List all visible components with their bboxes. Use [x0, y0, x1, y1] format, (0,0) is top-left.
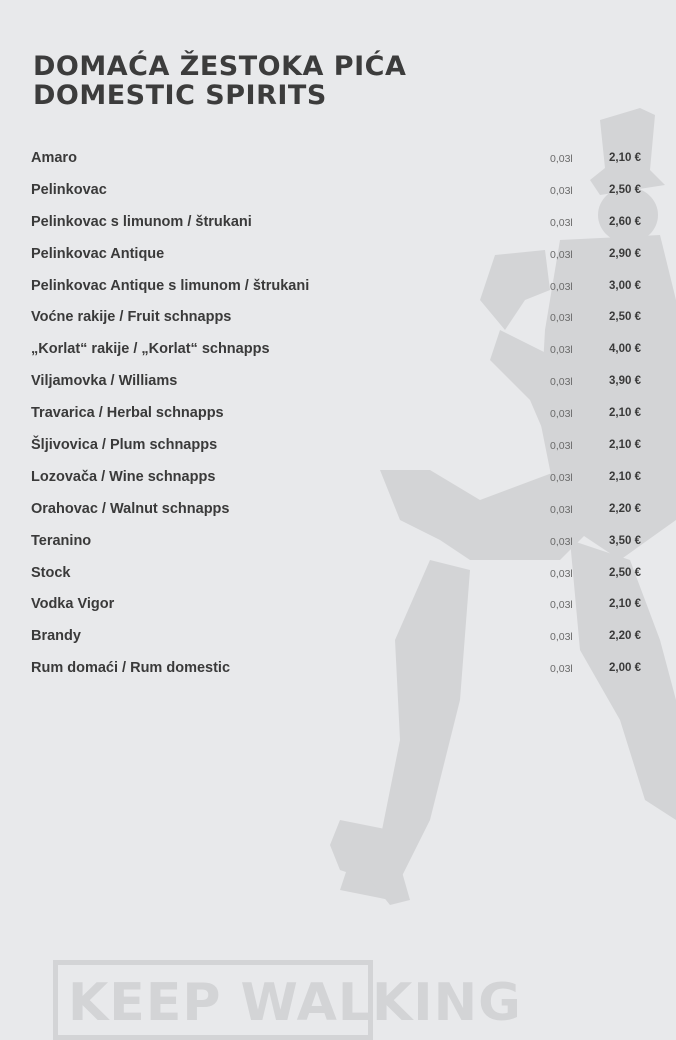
drink-name: Voćne rakije / Fruit schnapps	[31, 309, 232, 326]
drink-price: 2,20 €	[609, 630, 641, 643]
drink-volume: 0,03l	[550, 248, 573, 261]
drink-price: 2,50 €	[609, 311, 641, 324]
list-item	[31, 270, 646, 302]
drink-name: Orahovac / Walnut schnapps	[31, 500, 230, 517]
drink-price: 2,10 €	[609, 407, 641, 420]
drink-volume: 0,03l	[550, 535, 573, 548]
list-item	[31, 174, 646, 206]
drink-volume: 0,03l	[550, 471, 573, 484]
drink-price: 2,00 €	[609, 662, 641, 675]
drink-price: 2,20 €	[609, 502, 641, 515]
keep-walking-text: KEEP WALKING	[68, 973, 522, 1033]
list-item	[31, 301, 646, 333]
drink-price: 2,60 €	[609, 215, 641, 228]
list-item	[31, 652, 646, 684]
drink-volume: 0,03l	[550, 567, 573, 580]
drink-name: „Korlat“ rakije / „Korlat“ schnapps	[31, 341, 270, 358]
list-item	[31, 333, 646, 365]
drink-name: Rum domaći / Rum domestic	[31, 660, 231, 677]
list-item	[31, 206, 646, 238]
drink-price: 2,50 €	[609, 183, 641, 196]
drink-price: 2,90 €	[609, 247, 641, 260]
drink-name: Stock	[31, 564, 71, 581]
drink-volume: 0,03l	[550, 344, 573, 357]
list-item	[31, 397, 646, 429]
drink-volume: 0,03l	[550, 503, 573, 516]
drink-volume: 0,03l	[550, 184, 573, 197]
drink-price: 4,00 €	[609, 343, 641, 356]
page-title	[33, 52, 406, 110]
drink-volume: 0,03l	[550, 631, 573, 644]
drink-volume: 0,03l	[550, 153, 573, 165]
list-item	[31, 365, 646, 397]
drink-name: Pelinkovac Antique s limunom / štrukani	[31, 277, 310, 294]
drink-price: 3,50 €	[609, 534, 641, 547]
title-line-english: DOMESTIC SPIRITS	[33, 80, 327, 111]
list-item	[31, 620, 646, 652]
drink-price: 2,50 €	[609, 566, 641, 579]
drink-price: 3,90 €	[609, 375, 641, 388]
drink-volume: 0,03l	[550, 440, 573, 453]
drink-name: Brandy	[31, 628, 81, 645]
keep-walking-badge	[53, 960, 522, 1040]
drink-price: 2,10 €	[609, 598, 641, 611]
list-item	[31, 461, 646, 493]
drink-price: 2,10 €	[609, 439, 641, 452]
drink-volume: 0,03l	[550, 663, 573, 676]
drink-volume: 0,03l	[550, 599, 573, 612]
title-line-croatian: DOMAĆA ŽESTOKA PIĆA	[33, 51, 407, 82]
drink-name: Pelinkovac Antique	[31, 245, 165, 262]
drink-volume: 0,03l	[550, 312, 573, 325]
drink-price: 2,10 €	[609, 470, 641, 483]
list-item	[31, 588, 646, 620]
drink-volume: 0,03l	[550, 408, 573, 421]
drink-name: Šljivovica / Plum schnapps	[31, 437, 218, 454]
drink-name: Lozovača / Wine schnapps	[31, 468, 216, 485]
list-item	[31, 429, 646, 461]
list-item	[31, 525, 646, 557]
drink-volume: 0,03l	[550, 216, 573, 229]
drink-volume: 0,03l	[550, 280, 573, 293]
list-item	[31, 238, 646, 270]
drink-price: 2,10 €	[609, 152, 641, 164]
drink-name: Pelinkovac	[31, 181, 107, 198]
drink-volume: 0,03l	[550, 376, 573, 389]
list-item	[31, 557, 646, 589]
drink-name: Amaro	[31, 150, 77, 166]
drink-name: Pelinkovac s limunom / štrukani	[31, 213, 252, 230]
drink-name: Viljamovka / Williams	[31, 373, 178, 390]
drink-price: 3,00 €	[609, 279, 641, 292]
list-item	[31, 142, 646, 174]
drink-name: Vodka Vigor	[31, 596, 115, 613]
drink-name: Travarica / Herbal schnapps	[31, 405, 224, 422]
drinks-list	[31, 142, 646, 684]
drink-name: Teranino	[31, 532, 92, 549]
list-item	[31, 493, 646, 525]
